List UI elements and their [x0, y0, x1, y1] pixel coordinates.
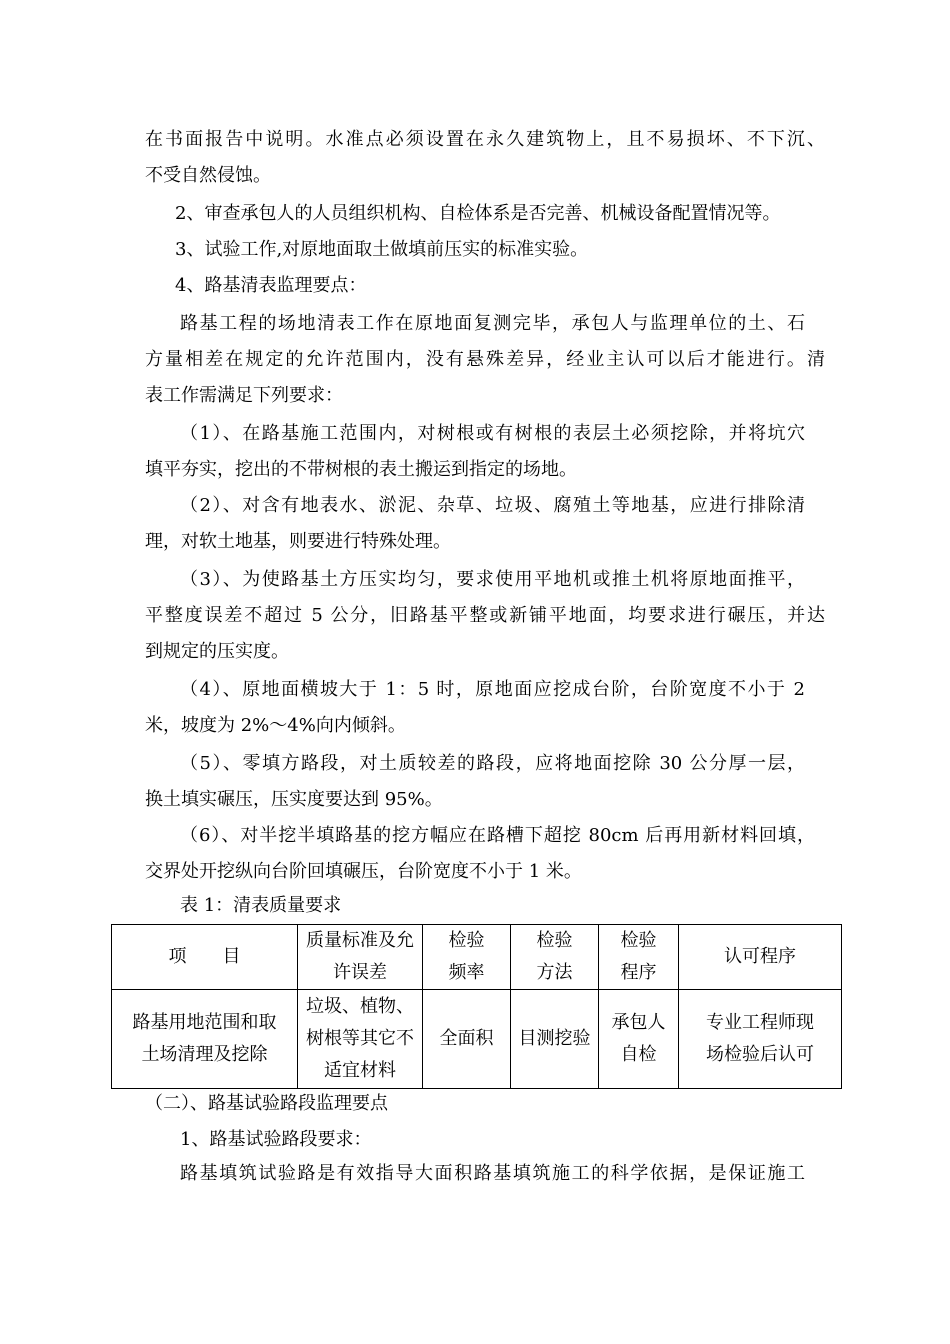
table-cell — [423, 990, 511, 1089]
text-line: （2）、对含有地表水、淤泥、杂草、垃圾、腐殖土等地基，应进行排除清 — [180, 495, 805, 516]
cell-line: 目测挖验 — [518, 1028, 591, 1049]
text-line: 到规定的压实度。 — [145, 641, 289, 662]
cell-line: 垃圾、植物、 — [306, 996, 414, 1017]
cell-line: 项 目 — [168, 946, 241, 967]
text-line: 路基工程的场地清表工作在原地面复测完毕，承包人与监理单位的土、石 — [180, 313, 805, 334]
text-line: 路基填筑试验路是有效指导大面积路基填筑施工的科学依据，是保证施工 — [180, 1163, 805, 1184]
text-line: （5）、零填方路段，对土质较差的路段，应将地面挖除 30 公分厚一层， — [180, 753, 805, 774]
text-line: （3）、为使路基土方压实均匀，要求使用平地机或推土机将原地面推平， — [180, 569, 805, 590]
table-row — [112, 990, 842, 1089]
cell-line: 认可程序 — [724, 946, 796, 967]
text-line: 表工作需满足下列要求： — [145, 385, 343, 406]
text-line: 填平夯实，挖出的不带树根的表土搬运到指定的场地。 — [145, 459, 577, 480]
text-line: 方量相差在规定的允许范围内，没有悬殊差异，经业主认可以后才能进行。清 — [145, 349, 825, 370]
text-line: 2、审查承包人的人员组织机构、自检体系是否完善、机械设备配置情况等。 — [175, 203, 781, 224]
header-cell — [679, 925, 842, 990]
cell-line: 承包人 — [611, 1012, 666, 1033]
section-heading: （二）、路基试验路段监理要点 — [145, 1093, 388, 1114]
cell-line: 许误差 — [333, 962, 387, 983]
cell-line: 自检 — [620, 1044, 657, 1065]
quality-table — [111, 924, 842, 1089]
text-line: （4）、原地面横坡大于 1：5 时，原地面应挖成台阶，台阶宽度不小于 2 — [180, 679, 805, 700]
cell-line: 检验 — [620, 930, 657, 951]
text-line: 在书面报告中说明。水准点必须设置在永久建筑物上，且不易损坏、不下沉、 — [145, 129, 825, 150]
header-cell — [112, 925, 298, 990]
cell-line: 适宜材料 — [324, 1060, 396, 1081]
header-cell — [423, 925, 511, 990]
header-cell — [511, 925, 599, 990]
cell-line: 程序 — [620, 962, 657, 983]
cell-line: 检验 — [448, 930, 485, 951]
table-header-row — [112, 925, 842, 990]
cell-line: 全面积 — [439, 1028, 494, 1049]
text-line: 理，对软土地基，则要进行特殊处理。 — [145, 531, 451, 552]
text-line: （6）、对半挖半填路基的挖方幅应在路槽下超挖 80cm 后再用新材料回填， — [180, 825, 815, 846]
text-line: 3、试验工作,对原地面取土做填前压实的标准实验。 — [175, 239, 589, 260]
cell-line: 质量标准及允 — [306, 930, 414, 951]
cell-line: 专业工程师现 — [706, 1012, 814, 1033]
text-line: （1）、在路基施工范围内，对树根或有树根的表层土必须挖除，并将坑穴 — [180, 423, 805, 444]
header-cell — [298, 925, 423, 990]
table-cell — [599, 990, 679, 1089]
text-line: 米，坡度为 2%～4%向内倾斜。 — [145, 715, 406, 736]
cell-line: 土场清理及挖除 — [141, 1044, 268, 1065]
table-cell — [112, 990, 298, 1089]
cell-line: 路基用地范围和取 — [132, 1012, 277, 1033]
header-cell — [599, 925, 679, 990]
cell-line: 方法 — [536, 962, 573, 983]
table-caption: 表 1：清表质量要求 — [180, 895, 342, 916]
text-line: 1、路基试验路段要求： — [180, 1129, 372, 1150]
text-line: 平整度误差不超过 5 公分，旧路基平整或新铺平地面，均要求进行碾压，并达 — [145, 605, 825, 626]
text-line: 交界处开挖纵向台阶回填碾压，台阶宽度不小于 1 米。 — [145, 861, 582, 882]
cell-line: 树根等其它不 — [306, 1028, 414, 1049]
table-cell — [298, 990, 423, 1089]
cell-line: 场检验后认可 — [706, 1044, 814, 1065]
cell-line: 频率 — [448, 962, 485, 983]
text-line: 4、路基清表监理要点： — [175, 275, 367, 296]
cell-line: 检验 — [536, 930, 573, 951]
text-line: 不受自然侵蚀。 — [145, 165, 271, 186]
table-cell — [679, 990, 842, 1089]
text-line: 换土填实碾压，压实度要达到 95%。 — [145, 789, 443, 810]
table-cell — [511, 990, 599, 1089]
